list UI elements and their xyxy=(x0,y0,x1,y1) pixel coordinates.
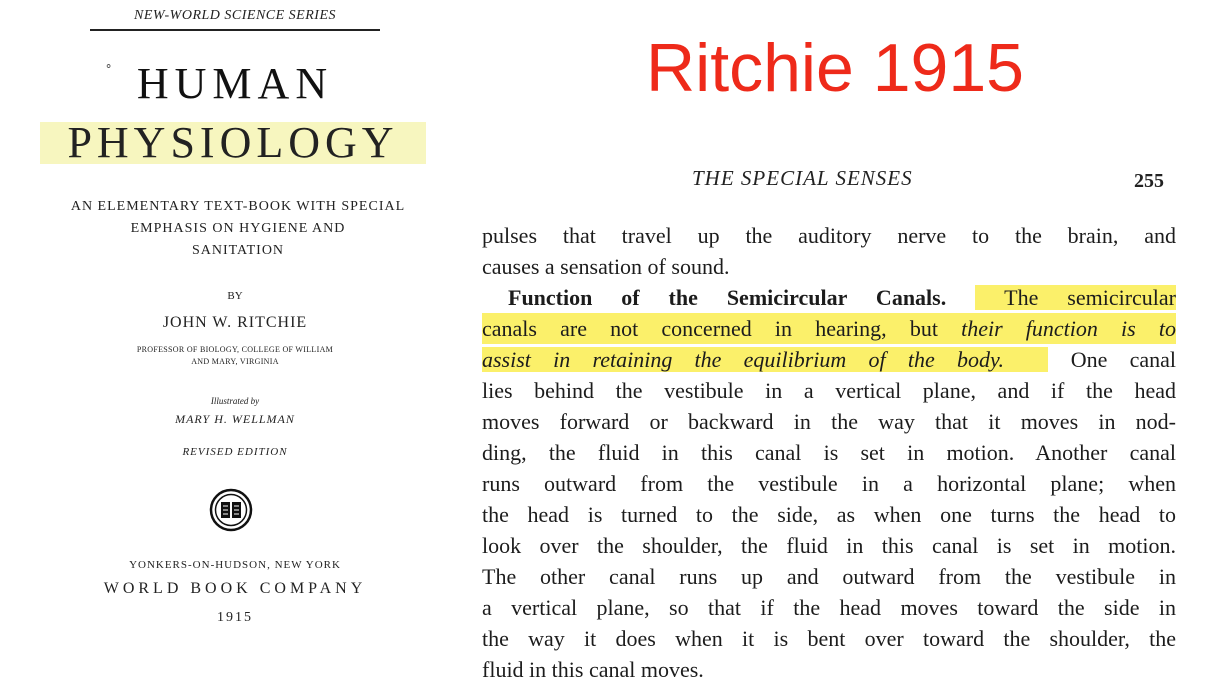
author-affiliation xyxy=(100,344,370,368)
page-body-text xyxy=(482,220,1176,685)
slide-caption: Ritchie 1915 xyxy=(645,30,1025,106)
text-line: a vertical plane, so that if the head moves toward the side in xyxy=(482,595,1176,620)
publisher-name: WORLD BOOK COMPANY xyxy=(103,580,367,597)
series-name: NEW-WORLD SCIENCE SERIES xyxy=(90,8,380,31)
text-line: The other canal runs up and outward from the vestibule in xyxy=(482,564,1176,589)
text-line xyxy=(482,282,1176,313)
subtitle-line: SANITATION xyxy=(191,243,285,258)
illustrator-name: MARY H. WELLMAN xyxy=(175,412,295,426)
affiliation-line: AND MARY, VIRGINIA xyxy=(191,357,279,366)
text-line: the way it does when it is bent over toward the shoulder, the xyxy=(482,626,1176,651)
publisher-logo-icon xyxy=(209,488,253,532)
text-line: pulses that travel up the auditory nerve to the brain, and xyxy=(482,223,1176,248)
text-line xyxy=(482,313,1176,344)
publisher-place: YONKERS-ON-HUDSON, NEW YORK xyxy=(129,559,341,571)
text-line: causes a sensation of sound. xyxy=(482,254,730,279)
text-line: ding, the fluid in this canal is set in motion. Another canal xyxy=(482,440,1176,465)
text-line: the head is turned to the side, as when one turns the head to xyxy=(482,502,1176,527)
page-number: 255 xyxy=(1134,170,1164,192)
affiliation-line: PROFESSOR OF BIOLOGY, COLLEGE OF WILLIAM xyxy=(136,345,334,354)
section-heading: Function of the Semicircular Canals. xyxy=(508,285,947,310)
text-phrase: One canal xyxy=(1070,347,1177,372)
ornament-mark: ⚬ xyxy=(104,60,114,73)
text-line: runs outward from the vestibule in a horizontal plane; when xyxy=(482,471,1176,496)
book-title-line1: HUMAN xyxy=(136,59,334,108)
running-head: THE SPECIAL SENSES xyxy=(692,166,913,190)
text-line: moves forward or backward in the way that it moves in nod- xyxy=(482,409,1176,434)
subtitle-line: EMPHASIS ON HYGIENE AND xyxy=(130,221,346,236)
highlighted-phrase: The semicircular xyxy=(1004,285,1177,310)
italic-phrase: assist in retaining the equilibrium of the body. xyxy=(482,347,1005,372)
text-line: lies behind the vestibule in a vertical plane, and if the head xyxy=(482,378,1176,403)
book-subtitle xyxy=(40,196,436,262)
italic-highlighted-phrase xyxy=(482,347,1048,372)
subtitle-line: AN ELEMENTARY TEXT-BOOK WITH SPECIAL xyxy=(70,199,406,214)
illustrated-by-label: Illustrated by xyxy=(210,396,260,406)
by-label: BY xyxy=(227,290,243,302)
book-title-line2: PHYSIOLOGY xyxy=(40,122,426,164)
publication-year: 1915 xyxy=(217,610,253,625)
highlighted-text xyxy=(975,285,1176,310)
highlighted-phrase: canals are not concerned in hearing, but xyxy=(482,316,938,341)
text-line: fluid in this canal moves. xyxy=(482,657,704,682)
title-page xyxy=(0,0,470,692)
text-line: look over the shoulder, the fluid in this canal is set in motion. xyxy=(482,533,1176,558)
edition-label: REVISED EDITION xyxy=(182,446,288,458)
italic-phrase: their function is to xyxy=(961,316,1176,341)
text-line xyxy=(482,344,1176,375)
author-name: JOHN W. RITCHIE xyxy=(162,314,308,331)
